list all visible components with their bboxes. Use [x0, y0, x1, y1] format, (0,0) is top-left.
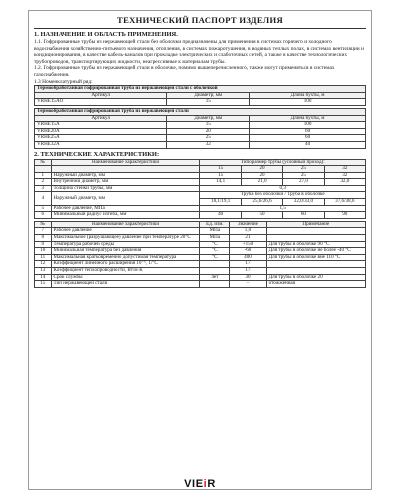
table-row — [35, 281, 366, 288]
cell: 5 — [35, 205, 52, 212]
cell: 32 — [324, 172, 365, 179]
col-header: Диаметр, мм — [167, 92, 250, 99]
cell: 25 — [167, 135, 250, 142]
vieir-logo — [0, 478, 400, 490]
cell: Рабочее давление, МПа — [51, 205, 200, 212]
cell-unit — [200, 261, 230, 268]
size-header: 20 — [241, 166, 282, 173]
cell: 25,6/26,6 — [241, 199, 282, 206]
cell-note: Для трубы в оболочке 90 °С — [266, 241, 365, 248]
cell-note: отожженная — [266, 281, 365, 288]
specs-table-sizes — [34, 159, 366, 219]
cell: 60 — [250, 135, 366, 142]
cell: 100 — [250, 99, 366, 106]
cell-n: 13 — [35, 268, 52, 275]
col-header: Диаметр, мм — [167, 115, 250, 122]
col-header: № — [35, 159, 52, 166]
cell: Толщина стенки трубы, мм — [51, 185, 200, 192]
nomenclature-table-bare — [34, 108, 366, 149]
cell: 2 — [35, 179, 52, 186]
title-rule — [34, 28, 366, 29]
cell-val: 21 — [230, 235, 266, 242]
table-row — [35, 122, 366, 129]
col-header: № — [35, 221, 52, 228]
cell-unit: МПа — [200, 228, 230, 235]
cell-val: -60 — [230, 248, 266, 255]
cell: 32,0 — [324, 179, 365, 186]
cell-name: Коэффициент линейного расширения 10⁻⁶, 1/°С — [51, 261, 200, 268]
cell-note — [266, 261, 365, 268]
cell: 4 — [35, 192, 52, 205]
section-1-heading: 1. НАЗНАЧЕНИЕ И ОБЛАСТЬ ПРИМЕНЕНИЯ. — [34, 31, 178, 38]
cell: 6 — [35, 212, 52, 219]
cell-note: Для трубы в оболочке 20 — [266, 274, 365, 281]
cell: 25 — [283, 172, 324, 179]
cell: VRHE15A — [35, 122, 167, 129]
cell-val: 17 — [230, 268, 266, 275]
cell: VRHE20A — [35, 128, 167, 135]
cell-val: 1,0 — [230, 228, 266, 235]
cell: 18,1/19,1 — [200, 199, 241, 206]
table-row — [35, 212, 366, 219]
size-header: 15 — [200, 166, 241, 173]
col-header: Примечание — [266, 221, 365, 228]
cell-n: 10 — [35, 248, 52, 255]
col-header: Значение — [230, 221, 266, 228]
cell-val: +150 — [230, 241, 266, 248]
nomenclature-table-coated — [34, 85, 366, 106]
cell-name: Тип нержавеющей стали — [51, 281, 200, 288]
specs-table-general — [34, 221, 366, 288]
section-2-heading: 2. ТЕХНИЧЕСКИЕ ХАРАКТЕРИСТИКИ: — [34, 150, 160, 158]
cell: 21,0 — [241, 179, 282, 186]
table-row — [35, 135, 366, 142]
table-caption: Термообработанная гофрированная труба из нержавеющей стали с оболочкой — [35, 86, 366, 93]
section-1-p2: 1.2. Гофрированные трубы из нержавеющей стали в оболочке, помимо вышеперечисленного, также могут применяться в системах газоснабжения. — [34, 65, 335, 78]
section-1-p1: 1.1. Гофрированные трубы из нержавеющей стали без оболочки предназначены для применения в системах горячего и холодного водоснабжения хозяйственно-питьевого назначения, отопления, в системах пожаротушения, в водяных теплых полах, в системах вентиляции и кондиционирования, в качестве кабель-каналов при прокладке электрических и слаботочных сетей, а также в качестве технологических трубопроводов, транспортирующих жидкости, неагрессивные к материалам трубы. — [34, 39, 364, 65]
cell-unit — [200, 281, 230, 288]
cell-n: 9 — [35, 241, 52, 248]
cell-val: 400 — [230, 254, 266, 261]
cell: 32,0/33,0 — [283, 199, 324, 206]
cell-n: 7 — [35, 228, 52, 235]
cell: 15 — [167, 99, 250, 106]
cell: 100 — [250, 122, 366, 129]
cell-name: Температура рабочей среды — [51, 241, 200, 248]
cell-val: 30 — [230, 274, 266, 281]
document-title: ТЕХНИЧЕСКИЙ ПАСПОРТ ИЗДЕЛИЯ — [117, 15, 283, 25]
cell-val: 17 — [230, 261, 266, 268]
cell-note: Для трубы в оболочке не более -40 °С — [266, 248, 365, 255]
col-header: Типоразмер трубы (условный проход): — [200, 159, 366, 166]
table-row — [35, 128, 366, 135]
table-row — [35, 192, 366, 199]
logo-accent: i — [203, 478, 208, 490]
cell: 60 — [283, 212, 324, 219]
cell-name: Коэффициент теплопроводности, Вт/м·К — [51, 268, 200, 275]
cell: 60 — [250, 128, 366, 135]
cell: Внутренний диаметр, мм — [51, 179, 200, 186]
col-header: Ед. изм. — [200, 221, 230, 228]
cell: 1 — [35, 172, 52, 179]
cell-n: 14 — [35, 274, 52, 281]
cell: 27,0 — [283, 179, 324, 186]
cell: 1,5 — [200, 205, 366, 212]
cell-n: 11 — [35, 254, 52, 261]
cell-unit: °С — [200, 241, 230, 248]
cell: VRHE25A — [35, 135, 167, 142]
cell: 15 — [200, 172, 241, 179]
cell: 0,3 — [200, 185, 366, 192]
cell: Труба без оболочки / Труба в оболочке — [200, 192, 366, 199]
cell: Наружный диаметр, мм — [51, 172, 200, 179]
col-header: Наименование характеристики — [51, 221, 200, 228]
cell: 90 — [324, 212, 365, 219]
logo-text: R — [207, 478, 216, 490]
col-header: Длина бухты, м — [250, 115, 366, 122]
cell-name: Минимальная температура без давления — [51, 248, 200, 255]
cell-unit: лет — [200, 274, 230, 281]
cell: Минимальный радиус изгиба, мм — [51, 212, 200, 219]
cell: Наружный диаметр, мм — [51, 192, 200, 205]
cell-unit: °С — [200, 248, 230, 255]
cell: 20 — [167, 128, 250, 135]
cell-n: 15 — [35, 281, 52, 288]
cell: 20 — [241, 172, 282, 179]
table-row — [35, 99, 366, 106]
cell: 40 — [250, 141, 366, 148]
col-header: Наименование характеристики — [51, 159, 200, 166]
cell-name: Рабочее давление — [51, 228, 200, 235]
cell-unit: °С — [200, 254, 230, 261]
cell: 3 — [35, 185, 52, 192]
cell: VRHE32A — [35, 141, 167, 148]
cell-name: Максимальное (разрушающее) давление при температуре 20°С — [51, 235, 200, 242]
cell-name: Срок службы — [51, 274, 200, 281]
cell: 37,6/38,6 — [324, 199, 365, 206]
cell: 40 — [200, 212, 241, 219]
col-header: Артикул — [35, 115, 167, 122]
size-header: 32 — [324, 166, 365, 173]
cell-n: 12 — [35, 261, 52, 268]
cell: 15 — [167, 122, 250, 129]
cell: 14,1 — [200, 179, 241, 186]
cell: 50 — [241, 212, 282, 219]
cell-val: – — [230, 281, 266, 288]
cell-note: Для трубы в оболочке вне 110 °С — [266, 254, 365, 261]
logo-text: VIE — [184, 478, 204, 490]
passport-page — [28, 10, 372, 490]
size-header: 25 — [283, 166, 324, 173]
col-header: Артикул — [35, 92, 167, 99]
table-row — [35, 141, 366, 148]
cell-name: Максимальная кратковременно допустимая температура — [51, 254, 200, 261]
col-header: Длина бухты, м — [250, 92, 366, 99]
cell-note — [266, 228, 365, 235]
cell-unit: МПа — [200, 235, 230, 242]
cell: 32 — [167, 141, 250, 148]
table-caption: Термообработанная гофрированная труба из нержавеющей стали — [35, 108, 366, 115]
cell-n: 8 — [35, 235, 52, 242]
cell: VRHE15AO — [35, 99, 167, 106]
section-1-p3: 1.3 Номенклатурный ряд: — [34, 78, 93, 85]
